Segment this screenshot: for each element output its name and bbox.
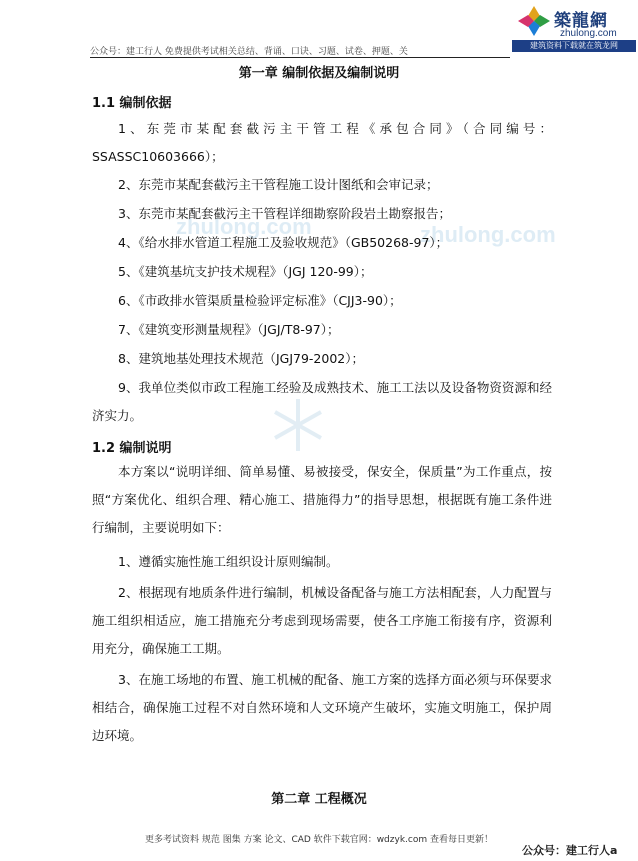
header-divider (90, 57, 510, 58)
basis-item-3: 3、东莞市某配套截污主干管程详细勘察阶段岩土勘察报告； (118, 206, 451, 221)
basis-item-2: 2、东莞市某配套截污主干管程施工设计图纸和会审记录； (118, 177, 439, 192)
preparation-item-3: 3、在施工场地的布置、施工机械的配备、施工方案的选择方面必须与环保要求相结合，确保施工过程不对自然环境和人文环境产生破坏，实施文明施工，保护周边环境。 (92, 672, 552, 743)
zhulong-logo[interactable] (512, 2, 636, 52)
logo-domain: zhulong.com (560, 28, 617, 39)
preparation-item-1: 1、遵循实施性施工组织设计原则编制。 (118, 554, 339, 569)
basis-item-8: 8、建筑地基处理技术规范（JGJ79-2002）； (118, 351, 364, 366)
preparation-intro: 本方案以“说明详细、简单易懂、易被接受，保安全，保质量”为工作重点，按照“方案优化、组织合理、精心施工、措施得力”的指导思想，根据既有施工条件进行编制，主要说明如下： (92, 464, 552, 535)
zhulong-snowflake-icon (516, 4, 552, 38)
basis-item-6: 6、《市政排水管渠质量检验评定标准》（CJJ3-90）； (118, 293, 402, 308)
section-1-2-title: 1.2 编制说明 (92, 441, 172, 456)
preparation-item-2: 2、根据现有地质条件进行编制，机械设备配备与施工方法相配套，人力配置与施工组织相适应，施工措施充分考虑到现场需要，使各工序施工衔接有序，资源利用充分，确保施工工期。 (92, 585, 552, 656)
basis-item-9: 9、我单位类似市政工程施工经验及成熟技术、施工工法以及设备物资资源和经济实力。 (92, 380, 552, 423)
basis-item-1: 1、东莞市某配套截污主干管工程《承包合同》（合同编号：SSASSC10603666）； (92, 121, 552, 164)
basis-item-5: 5、《建筑基坑支护技术规程》（JGJ 120-99）； (118, 264, 373, 279)
header-note: 公众号：建工行人 免费提供考试相关总结、背诵、口诀、习题、试卷、押题、关 (90, 47, 408, 57)
chapter-1-title: 第一章 编制依据及编制说明 (238, 66, 400, 81)
logo-name: 築龍網 (554, 11, 608, 31)
basis-item-7: 7、《建筑变形测量规程》（JGJ/T8-97）； (118, 322, 340, 337)
logo-tagline: 建筑资料下载就在筑龙网 (512, 40, 636, 52)
section-1-1-title: 1.1 编制依据 (92, 96, 172, 111)
chapter-2-title: 第二章 工程概况 (271, 792, 367, 807)
account-watermark: 公众号：建工行人a (522, 844, 618, 857)
footer-note: 更多考试资料 规范 图集 方案 论文、CAD 软件下载官网：wdzyk.com 查看每日更新！ (145, 835, 493, 845)
watermark: zhulong.com (420, 222, 556, 247)
watermark: zhulong.com (176, 214, 312, 239)
basis-item-4: 4、《给水排水管道工程施工及验收规范》（GB50268-97）； (118, 235, 449, 250)
